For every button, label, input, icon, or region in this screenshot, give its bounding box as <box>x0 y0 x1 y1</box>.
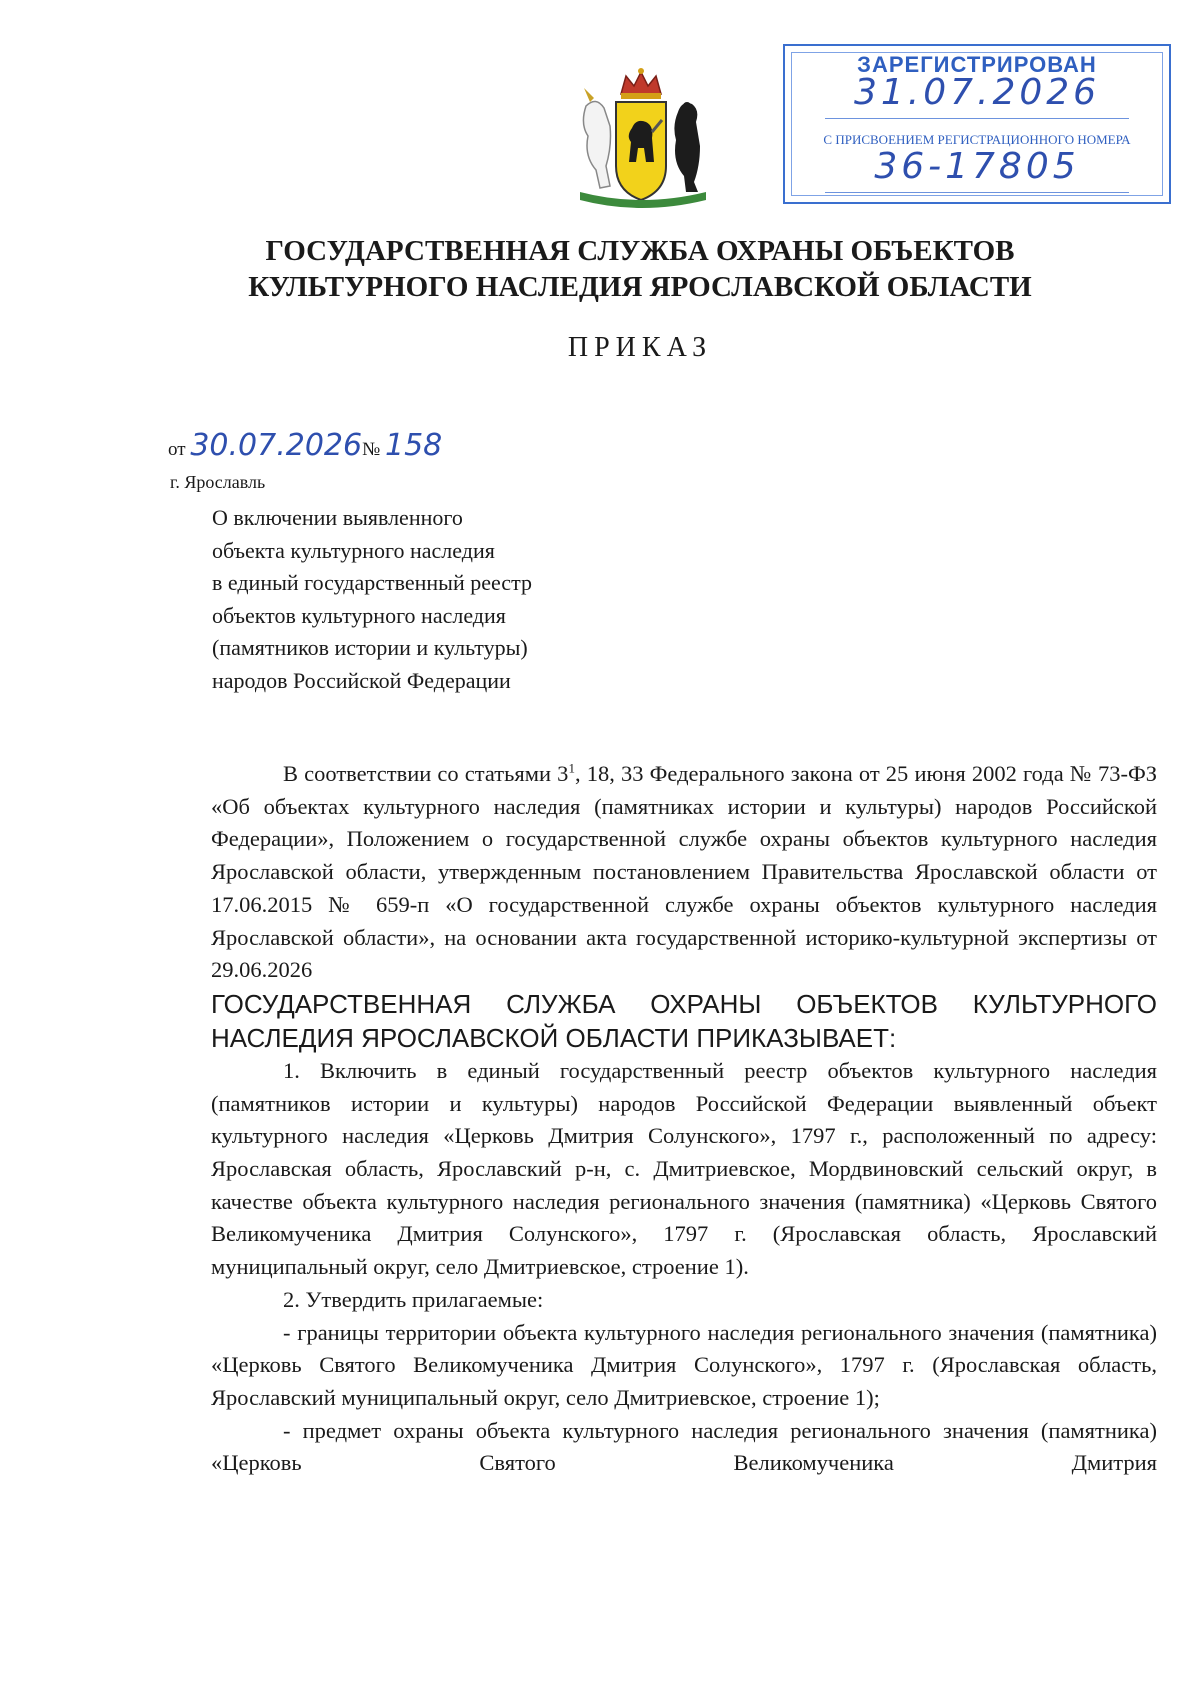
subject-line: народов Российской Федерации <box>212 667 511 693</box>
agency-title-line: КУЛЬТУРНОГО НАСЛЕДИЯ ЯРОСЛАВСКОЙ ОБЛАСТИ <box>248 271 1032 303</box>
order-body <box>211 758 1157 1480</box>
subject-line: (памятников истории и культуры) <box>212 635 528 661</box>
number-label: № <box>362 439 381 460</box>
order-item-2a: - границы территории объекта культурного наследия регионального значения (памятника) «Церковь Святого Великомученика Дмитрия Солунского», 1797 г. (Ярославская область, Ярославский муниципальный округ, село Дмитриевское, строение 1); <box>211 1319 1157 1410</box>
registration-stamp <box>783 44 1171 204</box>
coat-of-arms-icon <box>566 66 716 216</box>
agency-title <box>160 233 1120 305</box>
preamble-text-start: В соответствии со статьями 3 <box>283 761 569 786</box>
subject-line: О включении выявленного <box>212 505 463 530</box>
from-label: от <box>168 439 186 460</box>
order-item-1: 1. Включить в единый государственный реестр объектов культурного наследия (памятников истории и культуры) народов Российской Федерации выявленный объект культурного наследия «Церковь Дмитрия Солунского», 1797 г., расположенный по адресу: Ярославская область, Ярославский р-н, с. Дмитриевское, Мордвиновский сельский округ, в качестве объекта культурного наследия регионального значения (памятника) «Церковь Святого Великомученика Дмитрия Солунского», 1797 г. (Ярославская область, Ярославский муниципальный округ, село Дмитриевское, строение 1). <box>211 1057 1157 1280</box>
order-number: 158 <box>384 428 443 463</box>
stamp-title: ЗАРЕГИСТРИРОВАН <box>857 52 1097 77</box>
preamble-paragraph <box>211 758 1157 987</box>
subject-line: объекта культурного наследия <box>212 537 495 563</box>
order-subject <box>212 502 532 698</box>
document-type: ПРИКАЗ <box>567 332 713 363</box>
order-date: 30.07.2026 <box>190 428 363 463</box>
preamble-text-end: , 18, 33 Федерального закона от 25 июня 2002 года № 73-ФЗ «Об объектах культурного наследия (памятниках истории и культуры) народов Российской Федерации», Положением о государственной службе охраны объектов культурного наследия Ярославской области, утвержденным постановлением Правительства Ярославской области от 17.06.2015 № 659-п «О государственной службе охраны объектов культурного наследия Ярославской области», на основании акта государственной историко-культурной экспертизы от 29.06.2026 <box>211 761 1157 983</box>
subject-line: в единый государственный реестр <box>212 570 532 596</box>
stamp-subtitle: С ПРИСВОЕНИЕМ РЕГИСТРАЦИОННОГО НОМЕРА <box>823 132 1131 147</box>
order-date-number <box>168 428 442 463</box>
stamp-number: 36-17805 <box>874 146 1080 187</box>
article-superscript: 1 <box>568 760 575 776</box>
stamp-divider <box>825 118 1129 119</box>
agency-title-line: ГОСУДАРСТВЕННАЯ СЛУЖБА ОХРАНЫ ОБЪЕКТОВ <box>265 235 1015 267</box>
order-item-2: 2. Утвердить прилагаемые: <box>283 1286 544 1312</box>
stamp-date: 31.07.2026 <box>853 72 1101 113</box>
stamp-divider <box>825 192 1129 193</box>
subject-line: объектов культурного наследия <box>212 602 506 628</box>
decree-statement: ГОСУДАРСТВЕННАЯ СЛУЖБА ОХРАНЫ ОБЪЕКТОВ КУЛЬТУРНОГО НАСЛЕДИЯ ЯРОСЛАВСКОЙ ОБЛАСТИ ПРИКАЗЫВАЕТ: <box>211 988 1157 1053</box>
order-city: г. Ярославль <box>170 472 266 492</box>
order-item-2b: - предмет охраны объекта культурного наследия регионального значения (памятника) «Церковь Святого Великомученика Дмитрия <box>211 1417 1157 1476</box>
